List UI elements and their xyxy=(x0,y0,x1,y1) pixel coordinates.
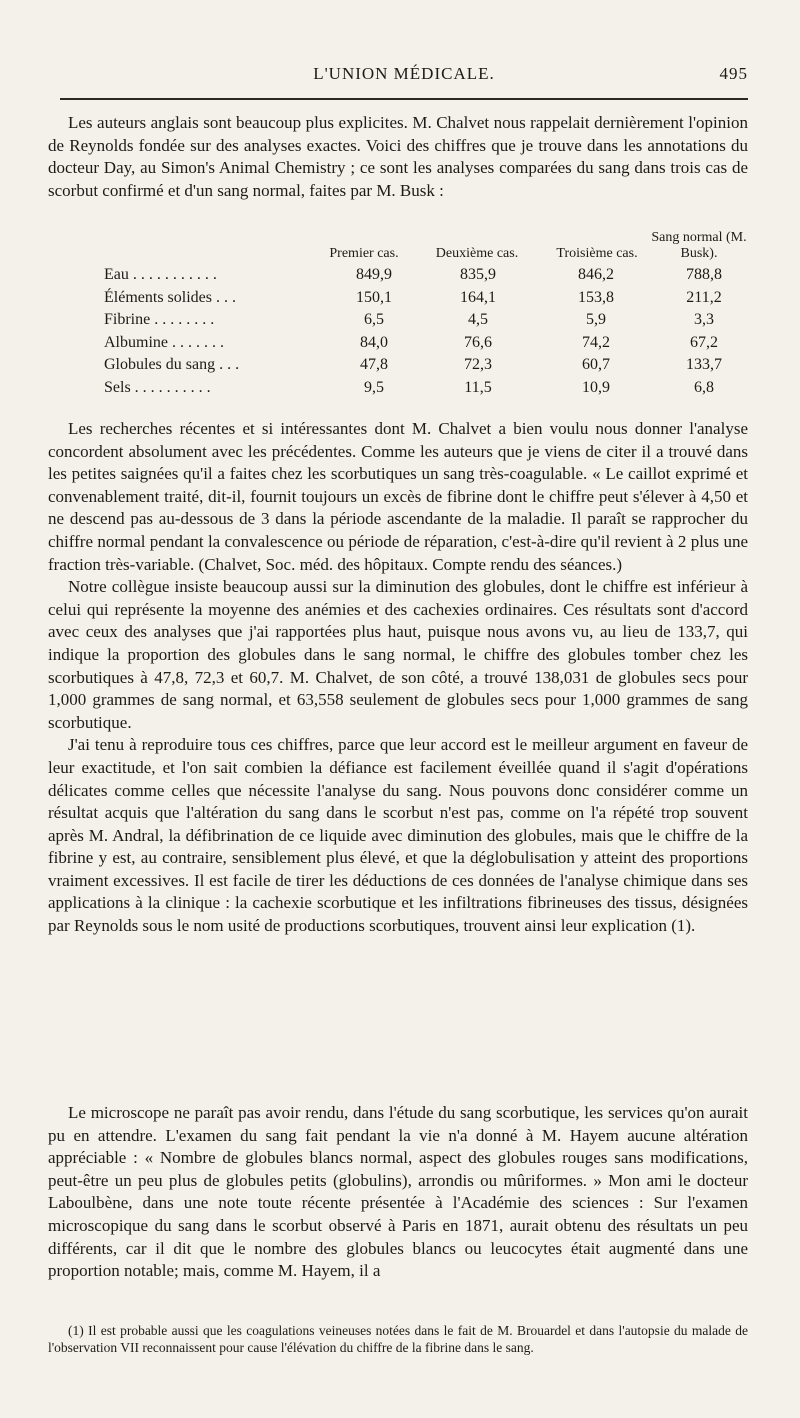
table-cell: 846,2 xyxy=(578,266,614,283)
table-header xyxy=(48,224,752,264)
table-cell: 164,1 xyxy=(460,288,496,306)
row-label: Globules du sang . . . xyxy=(104,356,240,374)
footnote: (1) Il est probable aussi que les coagulations veineuses notées dans le fait de M. Brouardel et dans l'autopsie du malade de l'observation VII reconnaissent pour cause l'élévation du chiffre de la fibrine dans le sang. xyxy=(48,1323,748,1355)
table-cell: 6,5 xyxy=(364,311,384,329)
table-cell: 6,8 xyxy=(694,378,714,396)
row-label: Eau . . . . . . . . . . . xyxy=(104,266,217,283)
table-cell: 60,7 xyxy=(582,356,610,374)
table-cell: 153,8 xyxy=(578,288,614,306)
table-cell: 84,0 xyxy=(360,333,388,351)
row-label: Sels . . . . . . . . . . xyxy=(104,378,211,396)
table-row xyxy=(48,264,752,287)
paragraph-globules: Notre collègue insiste beaucoup aussi sur la diminution des globules, dont le chiffre est inférieur à celui qui représente la moyenne des anémies et des cachexies ordinaires. Ces résultats sont d'accord avec ceux des analyses que j'ai rapportées plus haut, puisque nous avons vu, au lieu de 133,7, qui indique la proportion des globules dans le sang normal, le chiffre des globules tomber chez les scorbutiques à 47,8, 72,3 et 60,7. M. Chalvet, de son côté, a trouvé 138,031 de globules secs pour 1,000 grammes de sang normal, et 63,558 seulement de globules secs pour 1,000 grammes de sang scorbutique. xyxy=(48,577,748,732)
table-cell: 5,9 xyxy=(586,311,606,329)
table-cell: 67,2 xyxy=(690,333,718,351)
table-row xyxy=(48,377,752,400)
table-cell: 788,8 xyxy=(686,266,722,283)
row-label: Éléments solides . . . xyxy=(104,288,236,306)
table-cell: 133,7 xyxy=(686,356,722,374)
running-header xyxy=(60,60,748,90)
table-cell: 74,2 xyxy=(582,333,610,351)
table-cell: 211,2 xyxy=(686,288,722,306)
header-deuxieme-cas: Deuxième cas. xyxy=(435,246,519,261)
blood-analysis-table xyxy=(48,224,752,400)
row-label: Fibrine . . . . . . . . xyxy=(104,311,215,329)
row-label: Albumine . . . . . . . xyxy=(104,333,224,351)
intro-section xyxy=(48,112,748,202)
main-text xyxy=(48,418,748,938)
table-cell: 47,8 xyxy=(360,356,388,374)
table-cell: 150,1 xyxy=(356,288,392,306)
table-cell: 10,9 xyxy=(582,378,610,396)
microscope-section xyxy=(48,1102,748,1283)
table-cell: 3,3 xyxy=(694,311,714,329)
table-cell: 72,3 xyxy=(464,356,492,374)
paragraph-chiffres: J'ai tenu à reproduire tous ces chiffres, parce que leur accord est le meilleur argument en faveur de leur exactitude, et l'on sait combien la défiance est facilement éveillée quand il s'agit d'opérations délicates comme celles que nécessite l'analyse du sang. Nous pouvons donc considérer comme un résultat acquis que l'altération du sang dans le scorbut n'est pas, comme on l'a répété trop souvent après M. Andral, la défibrination de ce liquide avec diminution des globules, mais que le chiffre de la fibrine y est, au contraire, sensiblement plus élevé, et que la déglobulisation y atteint des proportions vraiment excessives. Il est facile de tirer les déductions de ces données de l'analyse chimique dans ses applications à la clinique : la cachexie scorbutique et les infiltrations fibrineuses des tissus, désignées par Reynolds sous le nom usité de productions scorbutiques, trouvent ainsi leur explication (1). xyxy=(48,735,748,936)
paragraph-recherches: Les recherches récentes et si intéressantes dont M. Chalvet a bien voulu nous donner l'analyse concordent absolument avec les précédentes. Comme les auteurs que je viens de citer il a trouvé dans les petites saignées qu'il a faites chez les scorbutiques un sang très-coagulable. « Le caillot exprimé et convenablement traité, dit-il, fournit toujours un excès de fibrine dont le chiffre peut s'élever à 4,50 et ne descend pas au-dessous de 3 dans la période ascendante de la maladie. Il paraît se rapprocher du chiffre normal pendant la convalescence ou période de réparation, c'est-à-dire qu'il revient à 2 plus une fraction très-variable. (Chalvet, Soc. méd. des hôpitaux. Compte rendu des séances.) xyxy=(48,419,748,574)
table-row xyxy=(48,309,752,332)
paragraph-microscope: Le microscope ne paraît pas avoir rendu, dans l'étude du sang scorbutique, les services qu'on aurait pu en attendre. L'examen du sang fait pendant la vie n'a donné à M. Hayem aucune altération appréciable : « Nombre de globules blancs normal, aspect des globules rouges sans modifications, peut-être un peu plus de globules petits (globulins), arrondis ou mûriformes. » Mon ami le docteur Laboulbène, dans une note toute récente présentée à l'Académie des sciences : Sur l'examen microscopique du sang dans le scorbut observé à Paris en 1871, aurait obtenu des résultats un peu différents, car il dit que le nombre des globules blancs ou leucocytes était augmenté dans une proportion notable; mais, comme M. Hayem, il a xyxy=(48,1103,748,1281)
header-sang-normal: Sang normal (M. Busk). xyxy=(651,230,747,261)
intro-paragraph: Les auteurs anglais sont beaucoup plus explicites. M. Chalvet nous rappelait dernièrement l'opinion de Reynolds fondée sur des analyses exactes. Voici des chiffres que je trouve dans les annotations du docteur Day, au Simon's Animal Chemistry ; ce sont les analyses comparées du sang dans trois cas de scorbut confirmé et d'un sang normal, faites par M. Busk : xyxy=(48,113,748,200)
table-cell: 4,5 xyxy=(468,311,488,329)
header-rule xyxy=(60,98,748,100)
table-cell: 9,5 xyxy=(364,378,384,396)
table-cell: 76,6 xyxy=(464,333,492,351)
page-number: 495 xyxy=(719,64,748,83)
table-row xyxy=(48,354,752,377)
header-premier-cas: Premier cas. xyxy=(329,246,399,261)
table-cell: 849,9 xyxy=(356,266,392,283)
table-body xyxy=(48,264,752,400)
table-cell: 835,9 xyxy=(460,266,496,283)
table-cell: 11,5 xyxy=(464,378,492,396)
header-troisieme-cas: Troisième cas. xyxy=(556,246,638,261)
table-row xyxy=(48,332,752,355)
journal-title: L'UNION MÉDICALE. xyxy=(313,64,495,83)
table-row xyxy=(48,287,752,310)
